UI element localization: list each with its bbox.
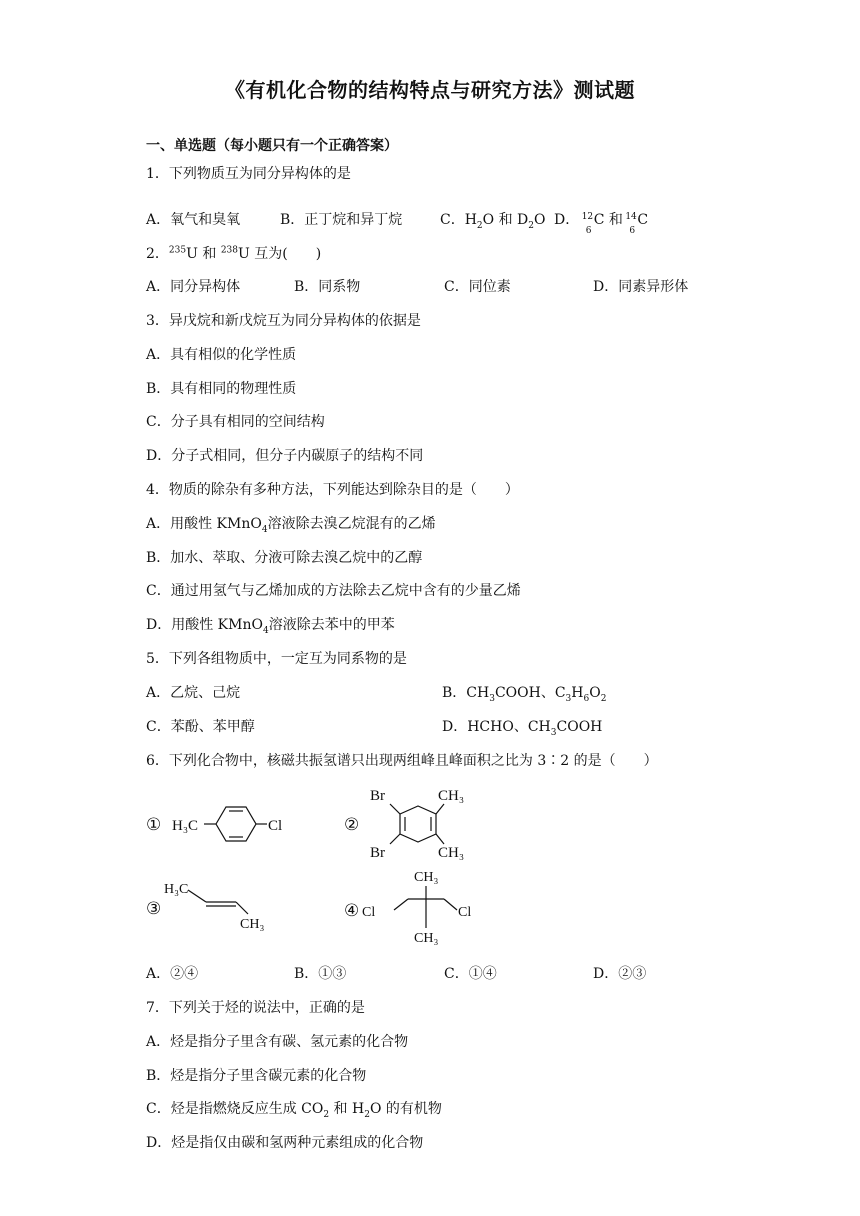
q4-option-c: C．通过用氢气与乙烯加成的方法除去乙烷中含有的少量乙烯 (146, 583, 521, 599)
q5-stem: 5．下列各组物质中，一定互为同系物的是 (146, 651, 407, 667)
q3-stem: 3．异戊烷和新戊烷互为同分异构体的依据是 (146, 313, 421, 329)
q5-option-d: D．HCHO、$CH_3COOH$ (442, 719, 603, 738)
structure-3-ch3-label: CH₃ (240, 917, 265, 932)
q6-option-a: A．②④ (146, 966, 199, 982)
structure-2-ch3-top: CH₃ (438, 788, 465, 804)
q2-option-b: B．同系物 (294, 279, 361, 295)
q1-option-a: A．氧气和臭氧 (146, 212, 241, 228)
q5-option-c: C．苯酚、苯甲醇 (146, 719, 255, 735)
q2-stem: 2．$^{235}$U 和 $^{238}$U 互为( ) (146, 245, 322, 262)
q4-option-d: D．用酸性 KMnO$_4$溶液除去苯中的甲苯 (146, 617, 395, 636)
q1-stem: 1．下列物质互为同分异构体的是 (146, 166, 351, 182)
structure-4-ch3-bottom: CH₃ (414, 931, 439, 946)
q6-option-d: D．②③ (593, 966, 647, 982)
q7-option-b: B．烃是指分子里含碳元素的化合物 (146, 1068, 367, 1084)
q2-option-a: A．同分异构体 (146, 279, 241, 295)
q7-stem: 7．下列关于烃的说法中，正确的是 (146, 1000, 365, 1016)
q7-option-d: D．烃是指仅由碳和氢两种元素组成的化合物 (146, 1135, 424, 1151)
structure-4-cl-left: Cl (362, 905, 376, 920)
structure-4-ch3-top: CH₃ (414, 870, 439, 885)
structure-2 (340, 782, 490, 866)
structure-1 (140, 790, 300, 860)
section-heading: 一、单选题（每小题只有一个正确答案） (146, 138, 398, 154)
q3-option-d: D．分子式相同，但分子内碳原子的结构不同 (146, 448, 424, 464)
q6-option-b: B．①③ (294, 966, 347, 982)
q1-option-d: D． 12 6 C 和 14 6 C (554, 212, 649, 236)
q3-option-a: A．具有相似的化学性质 (146, 347, 297, 363)
structure-2-br-top: Br (370, 788, 385, 804)
page-title: 《有机化合物的结构特点与研究方法》测试题 (225, 78, 635, 102)
structure-3-number: ③ (146, 899, 162, 918)
structure-3-h3c-label: H₃C (164, 882, 189, 897)
q3-option-b: B．具有相同的物理性质 (146, 381, 297, 397)
structure-2-br-bottom: Br (370, 845, 385, 861)
q4-option-a: A．用酸性 KMnO$_4$溶液除去溴乙烷混有的乙烯 (146, 516, 436, 535)
structure-1-h3c-label: H₃C (172, 818, 199, 834)
structure-4-number: ④ (344, 901, 360, 920)
q2-option-d: D．同素异形体 (593, 279, 689, 295)
structure-2-number: ② (344, 815, 360, 834)
q5-option-a: A．乙烷、己烷 (146, 685, 241, 701)
q7-option-c: C．烃是指燃烧反应生成 $CO_2$ 和 $H_2O$ 的有机物 (146, 1101, 442, 1120)
q6-stem: 6．下列化合物中，核磁共振氢谱只出现两组峰且峰面积之比为 3∶2 的是（ ） (146, 753, 658, 769)
q6-option-c: C．①④ (444, 966, 497, 982)
q1-option-c: C．$H_2O$ 和 $D_2O$ (440, 212, 546, 231)
structure-3 (140, 876, 290, 940)
structure-1-number: ① (146, 815, 162, 834)
q7-option-a: A．烃是指分子里含有碳、氢元素的化合物 (146, 1034, 409, 1050)
structure-4 (340, 866, 490, 948)
structure-1-cl-label: Cl (268, 818, 283, 834)
q4-stem: 4．物质的除杂有多种方法，下列能达到除杂目的是（ ） (146, 482, 519, 498)
structure-4-cl-right: Cl (458, 905, 472, 920)
structure-2-ch3-bottom: CH₃ (438, 845, 465, 861)
q5-option-b: B．$CH_3COOH$、$C_3H_6O_2$ (442, 685, 607, 704)
q1-option-b: B．正丁烷和异丁烷 (280, 212, 403, 228)
q2-option-c: C．同位素 (444, 279, 511, 295)
q4-option-b: B．加水、萃取、分液可除去溴乙烷中的乙醇 (146, 550, 423, 566)
q3-option-c: C．分子具有相同的空间结构 (146, 414, 325, 430)
